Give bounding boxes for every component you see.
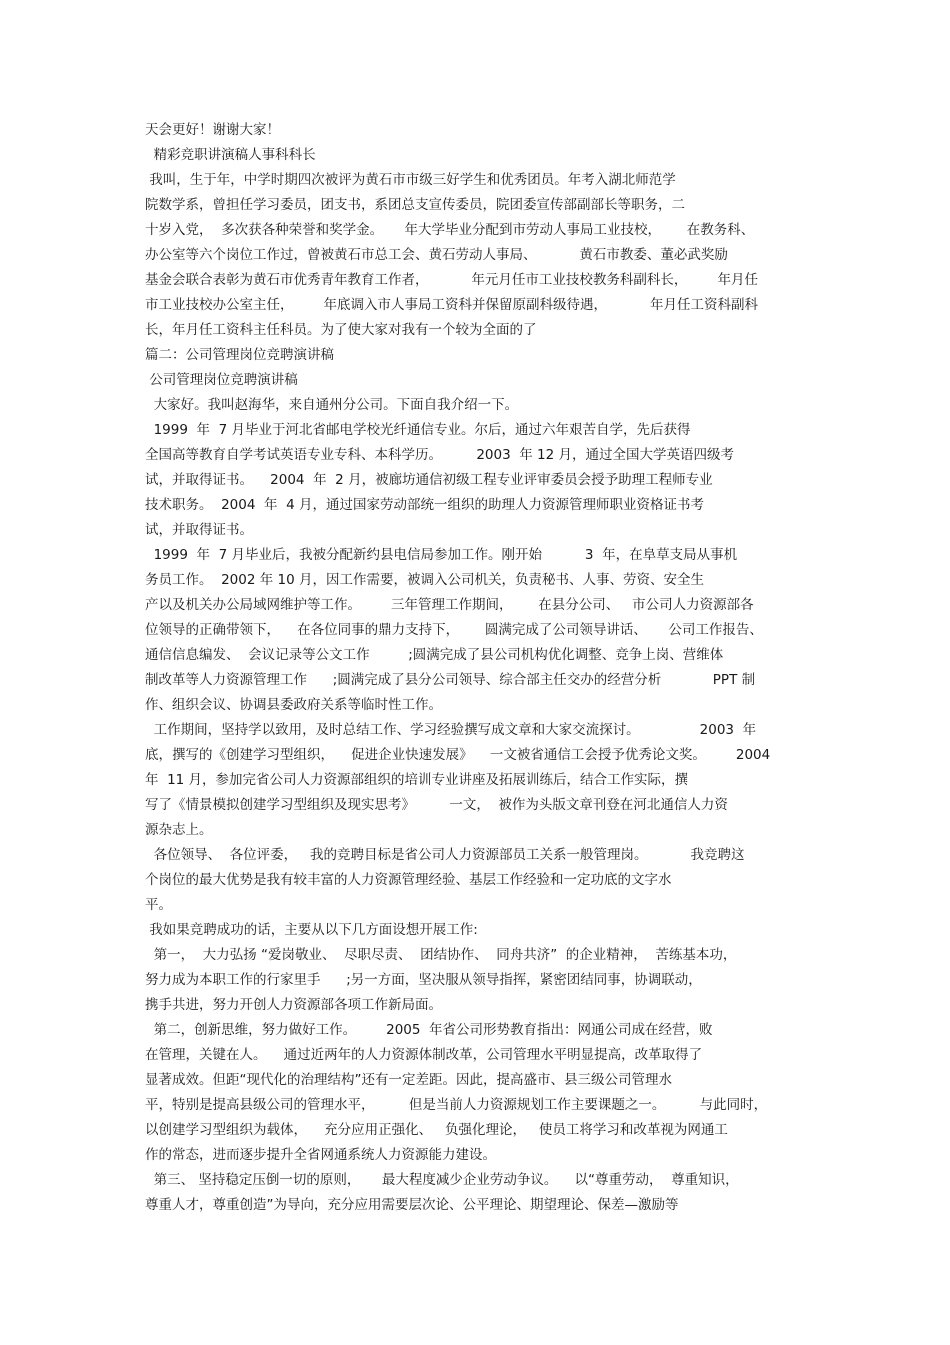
text-line: 源杂志上。 bbox=[145, 822, 213, 838]
text-line: 1999 年 7 月毕业于河北省邮电学校光纤通信专业。尔后，通过六年艰苦自学，先后获得 bbox=[145, 422, 691, 438]
text-line: 试，并取得证书。 bbox=[145, 522, 253, 538]
text-line: 显著成效。但距“现代化的治理结构”还有一定差距。因此，提高盛市、县三级公司管理水 bbox=[145, 1072, 672, 1088]
text-line: 长，年月任工资科主任科员。为了使大家对我有一个较为全面的了 bbox=[145, 322, 537, 338]
text-line: 努力成为本职工作的行家里手 ;另一方面，坚决服从领导指挥，紧密团结同事，协调联动， bbox=[145, 972, 702, 988]
text-line: 市工业技校办公室主任， 年底调入市人事局工资科并保留原副科级待遇， 年月任工资科副科 bbox=[145, 297, 758, 313]
text-line: 携手共进，努力开创人力资源部各项工作新局面。 bbox=[145, 997, 442, 1013]
text-line: 第三、 坚持稳定压倒一切的原则， 最大程度减少企业劳动争议。 以“尊重劳动， 尊重知识， bbox=[145, 1172, 739, 1188]
text-line: 十岁入党， 多次获各种荣誉和奖学金。 年大学毕业分配到市劳动人事局工业技校， 在教务科、 bbox=[145, 222, 755, 238]
text-line: 大家好。我叫赵海华，来自通州分公司。下面自我介绍一下。 bbox=[145, 397, 519, 413]
section-subtitle: 公司管理岗位竞聘演讲稿 bbox=[145, 372, 298, 388]
text-line: 尊重人才，尊重创造”为导向，充分应用需要层次论、公平理论、期望理论、保差—激励等 bbox=[145, 1197, 679, 1213]
text-line: 位领导的正确带领下， 在各位同事的鼎力支持下， 圆满完成了公司领导讲话、 公司工作报告、 bbox=[145, 622, 763, 638]
text-line: 基金会联合表彰为黄石市优秀青年教育工作者， 年元月任市工业技校教务科副科长， 年月任 bbox=[145, 272, 758, 288]
text-line: 办公室等六个岗位工作过，曾被黄石市总工会、黄石劳动人事局、 黄石市教委、董必武奖励 bbox=[145, 247, 728, 263]
text-line: 务员工作。 2002 年 10 月，因工作需要，被调入公司机关，负责秘书、人事、劳资、安全生 bbox=[145, 572, 704, 588]
text-line: 作的常态，进而逐步提升全省网通系统人力资源能力建设。 bbox=[145, 1147, 496, 1163]
text-line: 平，特别是提高县级公司的管理水平， 但是当前人力资源规划工作主要课题之一。 与此同时， bbox=[145, 1097, 768, 1113]
text-line: 年 11 月，参加完省公司人力资源部组织的培训专业讲座及拓展训练后，结合工作实际，撰 bbox=[145, 772, 689, 788]
text-line: 我叫，生于年，中学时期四次被评为黄石市市级三好学生和优秀团员。年考入湖北师范学 bbox=[145, 172, 676, 188]
text-line: 底，撰写的《创建学习型组织， 促进企业快速发展》 一文被省通信工会授予优秀论文奖。 2004 bbox=[145, 747, 771, 763]
text-line: 各位领导、 各位评委， 我的竞聘目标是省公司人力资源部员工关系一般管理岗。 我竞聘这 bbox=[145, 847, 745, 863]
section-heading: 篇二：公司管理岗位竞聘演讲稿 bbox=[145, 347, 334, 363]
text-line: 第一， 大力弘扬 “爱岗敬业、 尽职尽责、 团结协作、 同舟共济” 的企业精神， 苦练基本功， bbox=[145, 947, 737, 963]
text-line: 个岗位的最大优势是我有较丰富的人力资源管理经验、基层工作经验和一定功底的文字水 bbox=[145, 872, 672, 888]
text-line: 平。 bbox=[145, 897, 172, 913]
text-line: 制改革等人力资源管理工作 ;圆满完成了县分公司领导、综合部主任交办的经营分析 PPT 制 bbox=[145, 672, 756, 688]
text-line: 第二，创新思维，努力做好工作。 2005 年省公司形势教育指出：网通公司成在经营，败 bbox=[145, 1022, 713, 1038]
text-line: 试，并取得证书。 2004 年 2 月，被廊坊通信初级工程专业评审委员会授予助理工程师专业 bbox=[145, 472, 713, 488]
text-line: 技术职务。 2004 年 4 月，通过国家劳动部统一组织的助理人力资源管理师职业资格证书考 bbox=[145, 497, 704, 513]
text-line: 以创建学习型组织为载体， 充分应用正强化、 负强化理论， 使员工将学习和改革视为网通工 bbox=[145, 1122, 728, 1138]
text-line: 工作期间，坚持学以致用，及时总结工作、学习经验撰写成文章和大家交流探讨。 2003 年 bbox=[145, 722, 757, 738]
text-line: 产以及机关办公局域网维护等工作。 三年管理工作期间， 在县分公司、 市公司人力资源部各 bbox=[145, 597, 754, 613]
text-line: 我如果竞聘成功的话，主要从以下几方面设想开展工作: bbox=[145, 922, 478, 938]
text-line: 写了《情景模拟创建学习型组织及现实思考》 一文， 被作为头版文章刊登在河北通信人力资 bbox=[145, 797, 728, 813]
text-line: 1999 年 7 月毕业后，我被分配新约县电信局参加工作。刚开始 3 年，在阜草支局从事机 bbox=[145, 547, 738, 563]
text-line: 全国高等教育自学考试英语专业专科、本科学历。 2003 年 12 月，通过全国大学英语四级考 bbox=[145, 447, 735, 463]
text-line: 精彩竞职讲演稿人事科科长 bbox=[145, 147, 316, 163]
text-line: 在管理，关键在人。 通过近两年的人力资源体制改革，公司管理水平明显提高，改革取得了 bbox=[145, 1047, 703, 1063]
text-line: 天会更好！谢谢大家！ bbox=[145, 122, 280, 138]
text-line: 院数学系，曾担任学习委员，团支书，系团总支宣传委员，院团委宣传部副部长等职务，二 bbox=[145, 197, 685, 213]
text-line: 通信信息编发、 会议记录等公文工作 ;圆满完成了县公司机构优化调整、竞争上岗、营维体 bbox=[145, 647, 724, 663]
text-line: 作、组织会议、协调县委政府关系等临时性工作。 bbox=[145, 697, 442, 713]
